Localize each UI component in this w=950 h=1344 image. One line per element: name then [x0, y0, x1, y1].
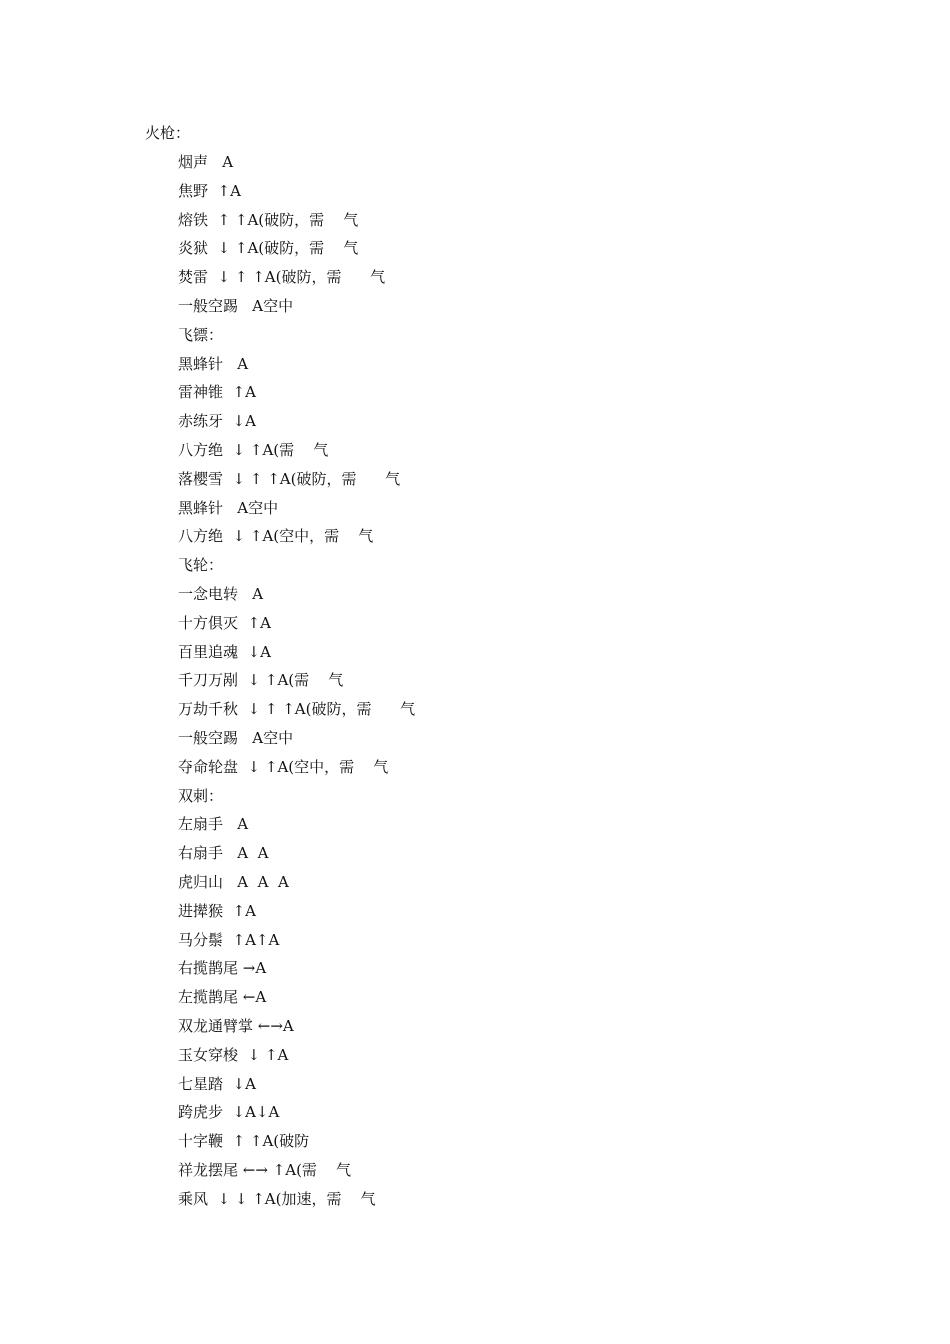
list-item: 落樱雪 ↓ ↑ ↑A(破防，需 气	[178, 469, 401, 488]
list-item: 右揽鹊尾 →A	[178, 959, 267, 978]
subsection-heading: 飞轮：	[178, 556, 224, 575]
list-item: 一念电转 A	[178, 584, 264, 603]
list-item: 雷神锥 ↑A	[178, 383, 256, 402]
list-item: 百里追魂 ↓A	[178, 642, 271, 661]
list-item: 十方俱灭 ↑A	[178, 613, 271, 632]
list-item: 黑蜂针 A空中	[178, 498, 279, 517]
list-item: 祥龙摆尾 ←→ ↑A(需 气	[178, 1160, 351, 1179]
list-item: 夺命轮盘 ↓ ↑A(空中，需 气	[178, 757, 389, 776]
list-item: 乘风 ↓ ↓ ↑A(加速，需 气	[178, 1189, 376, 1208]
list-item: 左揽鹊尾 ←A	[178, 988, 267, 1007]
list-item: 左扇手 A	[178, 815, 249, 834]
section-heading: 火枪：	[145, 124, 191, 142]
list-item: 焚雷 ↓ ↑ ↑A(破防，需 气	[178, 268, 386, 287]
list-item: 一般空踢 A空中	[178, 728, 294, 747]
list-item: 右扇手 A A	[178, 844, 269, 863]
list-item: 烟声 A	[178, 153, 234, 171]
list-item: 跨虎步 ↓A↓A	[178, 1103, 280, 1122]
list-item: 一般空踢 A空中	[178, 296, 294, 315]
list-item: 八方绝 ↓ ↑A(需 气	[178, 440, 329, 459]
list-item: 八方绝 ↓ ↑A(空中，需 气	[178, 527, 374, 546]
list-item: 七星踏 ↓A	[178, 1074, 256, 1093]
list-item: 黑蜂针 A	[178, 354, 249, 373]
list-item: 千刀万剐 ↓ ↑A(需 气	[178, 671, 344, 690]
list-item: 双龙通臂掌 ←→A	[178, 1016, 294, 1035]
list-item: 万劫千秋 ↓ ↑ ↑A(破防，需 气	[178, 700, 416, 719]
list-item: 虎归山 A A A	[178, 872, 289, 891]
list-item: 玉女穿梭 ↓ ↑A	[178, 1045, 289, 1064]
move-list	[178, 150, 415, 1215]
list-item: 焦野 ↑A	[178, 181, 241, 200]
list-item: 进撵猴 ↑A	[178, 901, 256, 920]
list-item: 马分鬃 ↑A↑A	[178, 930, 280, 949]
list-item: 十字鞭 ↑ ↑A(破防	[178, 1132, 310, 1151]
list-item: 炎狱 ↓ ↑A(破防，需 气	[178, 239, 359, 258]
list-item: 赤练牙 ↓A	[178, 412, 256, 431]
subsection-heading: 飞镖：	[178, 325, 224, 344]
list-item: 熔铁 ↑ ↑A(破防，需 气	[178, 210, 359, 229]
subsection-heading: 双刺：	[178, 786, 224, 805]
